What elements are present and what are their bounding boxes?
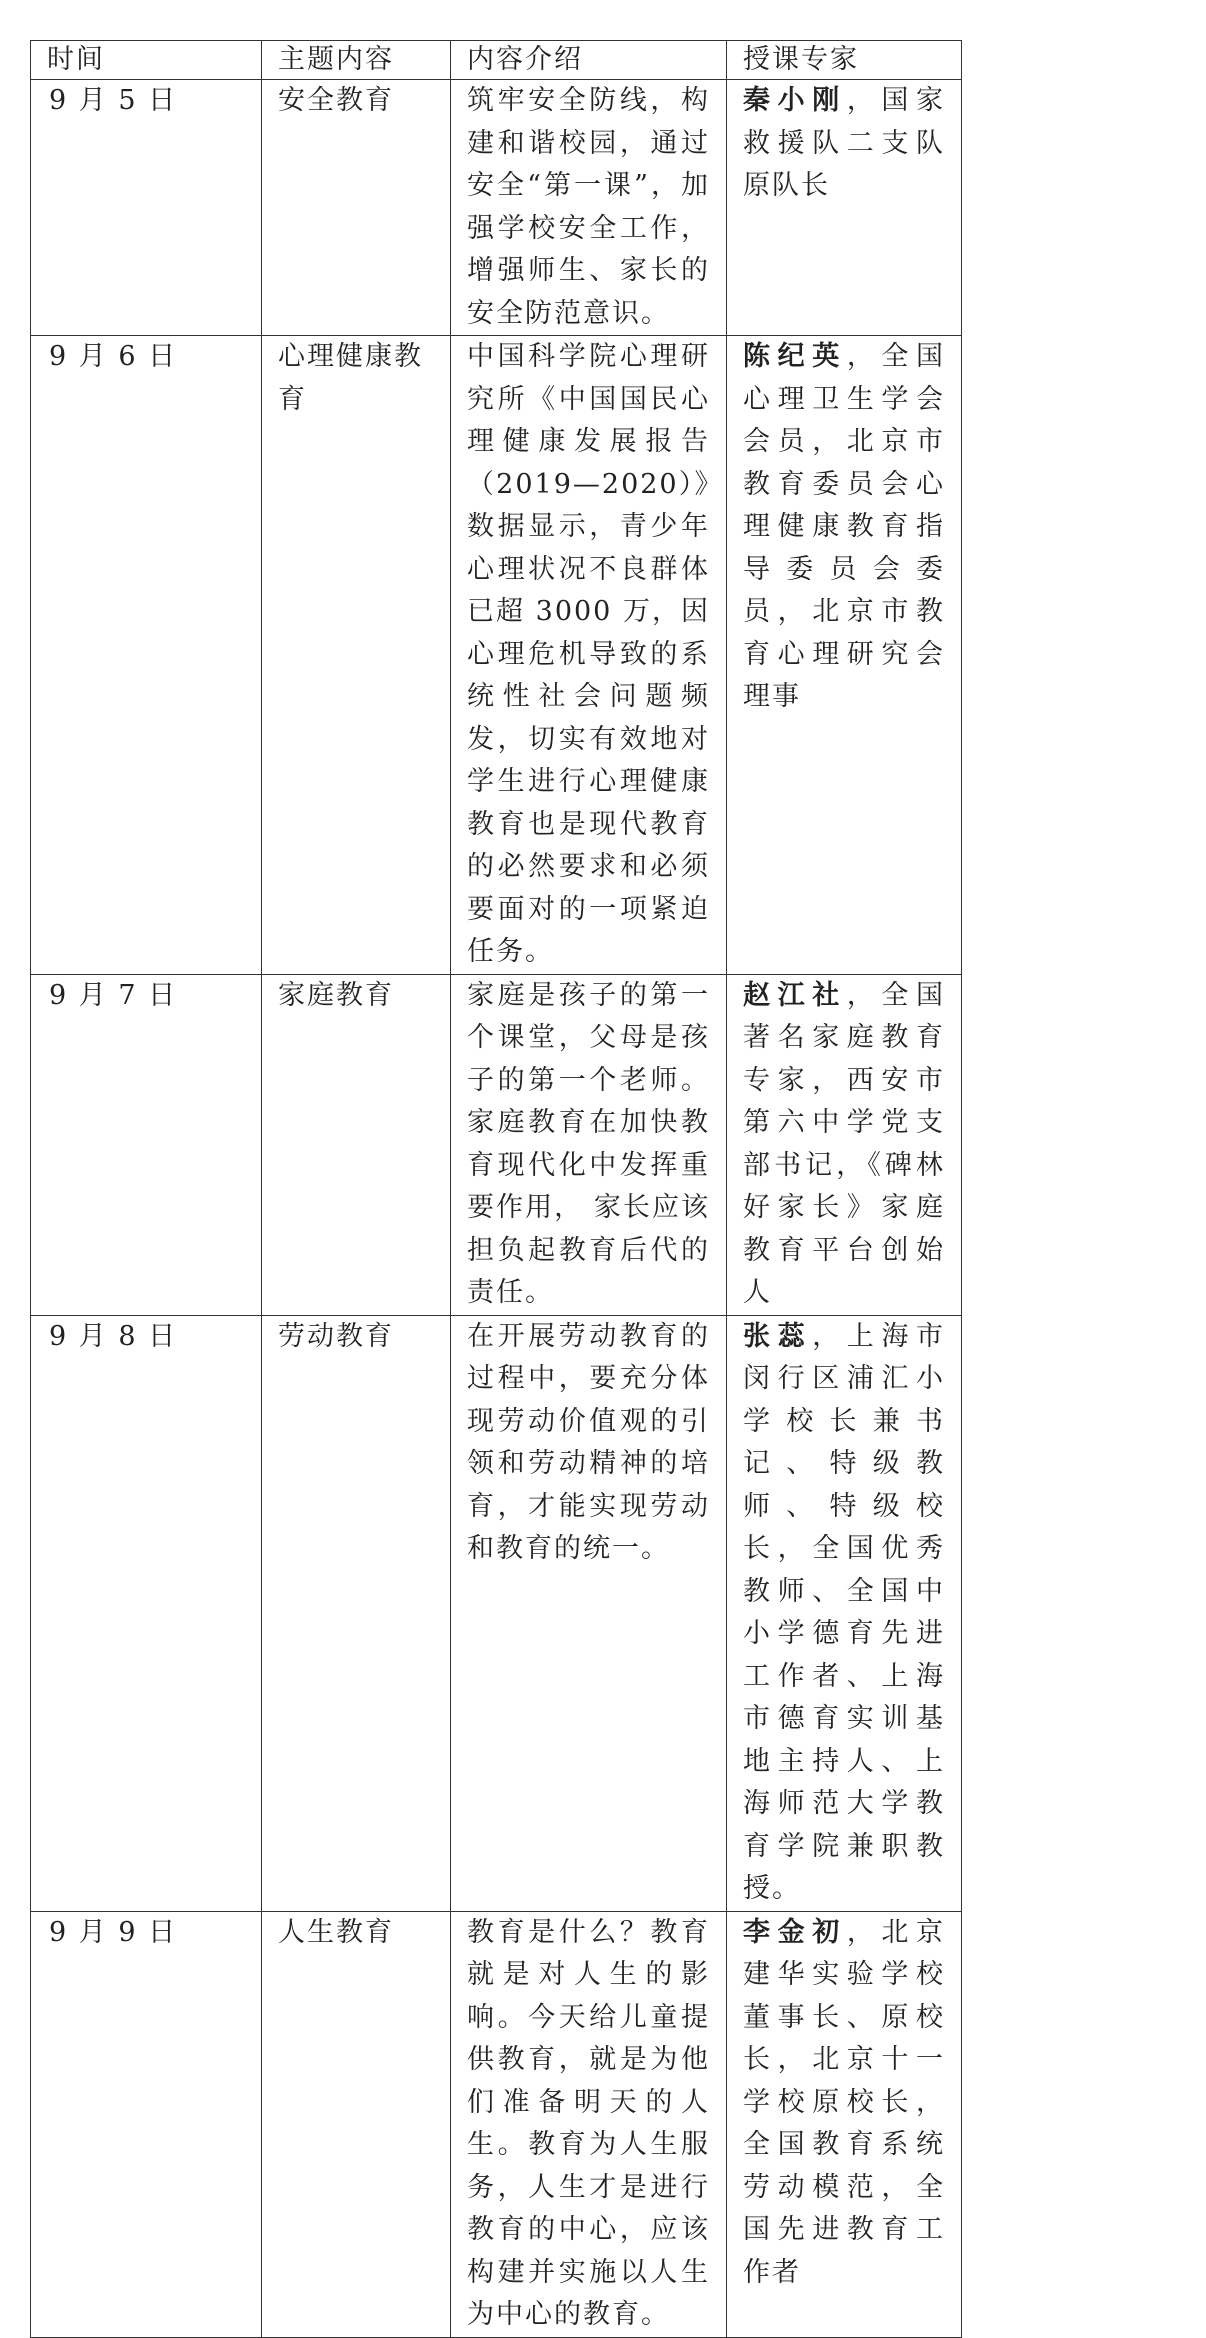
expert-name: 陈纪英 <box>743 341 847 372</box>
cell-topic: 劳动教育 <box>262 1315 451 1911</box>
header-expert: 授课专家 <box>727 41 962 80</box>
table-header-row <box>31 41 962 80</box>
header-topic: 主题内容 <box>262 41 451 80</box>
cell-description: 筑牢安全防线，构建和谐校园，通过安全“第一课”，加强学校安全工作，增强师生、家长的安全防范意识。 <box>451 80 727 336</box>
cell-description: 教育是什么？教育就是对人生的影响。今天给儿童提供教育，就是为他们准备明天的人生。教育为人生服务，人生才是进行教育的中心，应该构建并实施以人生为中心的教育。 <box>451 1911 727 2337</box>
cell-time: 9 月 9 日 <box>31 1911 262 2337</box>
expert-name: 张蕊 <box>743 1320 813 1352</box>
cell-topic: 家庭教育 <box>262 974 451 1315</box>
schedule-table <box>30 40 962 2338</box>
cell-topic: 心理健康教育 <box>262 336 451 975</box>
cell-description: 在开展劳动教育的过程中，要充分体现劳动价值观的引领和劳动精神的培育，才能实现劳动和教育的统一。 <box>451 1315 727 1911</box>
cell-expert <box>727 336 962 975</box>
expert-bio: ，全国著名家庭教育专家，西安市第六中学党支部书记，《碑林好家长》家庭教育平台创始人 <box>743 979 946 1308</box>
cell-description: 家庭是孩子的第一个课堂，父母是孩子的第一个老师。家庭教育在加快教育现代化中发挥重要作用， 家长应该担负起教育后代的责任。 <box>451 974 727 1315</box>
cell-time: 9 月 5 日 <box>31 80 262 336</box>
expert-bio: ，国家救援队二支队原队长 <box>743 85 946 201</box>
expert-bio: ，北京建华实验学校董事长、原校长，北京十一学校原校长，全国教育系统劳动模范，全国先进教育工作者 <box>743 1916 946 2288</box>
expert-bio: ，全国心理卫生学会会员，北京市教育委员会心理健康教育指导委员会委员，北京市教育心理研究会理事 <box>743 341 946 712</box>
expert-name: 赵江社 <box>743 979 847 1011</box>
cell-expert <box>727 80 962 336</box>
cell-topic: 人生教育 <box>262 1911 451 2337</box>
table-row <box>31 1315 962 1911</box>
expert-bio: ，上海市闵行区浦汇小学校长兼书记、特级教师、特级校长，全国优秀教师、全国中小学德育先进工作者、上海市德育实训基地主持人、上海师范大学教育学院兼职教授。 <box>743 1320 946 1904</box>
table-row <box>31 1911 962 2337</box>
cell-description: 中国科学院心理研究所《中国国民心理健康发展报告（2019—2020）》数据显示，青少年心理状况不良群体已超 3000 万，因心理危机导致的系统性社会问题频发，切实有效地对学生进行心理健康教育也是现代教育的必然要求和必须要面对的一项紧迫任务。 <box>451 336 727 975</box>
table-row <box>31 80 962 336</box>
table-row <box>31 336 962 975</box>
cell-expert <box>727 1315 962 1911</box>
cell-time: 9 月 7 日 <box>31 974 262 1315</box>
cell-time: 9 月 8 日 <box>31 1315 262 1911</box>
cell-time: 9 月 6 日 <box>31 336 262 975</box>
cell-expert <box>727 974 962 1315</box>
cell-topic: 安全教育 <box>262 80 451 336</box>
header-time: 时间 <box>31 41 262 80</box>
table-row <box>31 974 962 1315</box>
cell-expert <box>727 1911 962 2337</box>
header-description: 内容介绍 <box>451 41 727 80</box>
expert-name: 李金初 <box>743 1916 847 1948</box>
expert-name: 秦小刚 <box>743 85 847 116</box>
